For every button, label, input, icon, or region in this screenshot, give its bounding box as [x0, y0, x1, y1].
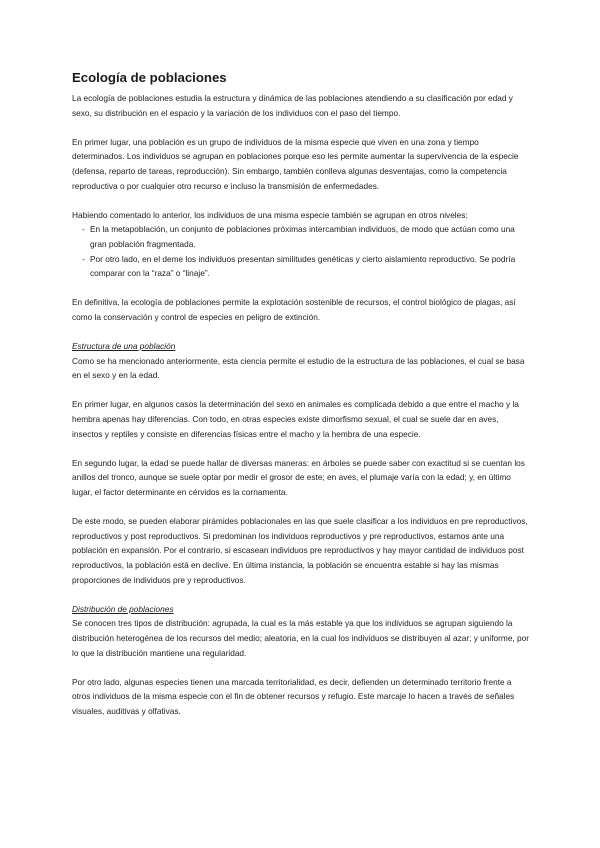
structure-paragraph-3: En segundo lugar, la edad se puede hallar de diversas maneras: en árboles se puede saber con exactitud si se cuentan los anillos del tronco, aunque se suele optar por medir el grosor de este; en aves, el plumaje varía con la edad; y, en último lugar, el factor determinante en cérvidos es la cornamenta. — [72, 457, 525, 498]
paragraph-gap — [72, 120, 530, 135]
distribution-paragraph-2: Por otro lado, algunas especies tienen una marcada territorialidad, es decir, defienden un determinado territorio frente a otros individuos de la misma especie con el fin de obtener recursos y refugio. Este marcaje lo hacen a través de señales visuales, auditivas y olfativas. — [72, 676, 515, 716]
list-item-text: En la metapoblación, un conjunto de poblaciones próximas intercambian individuos, de modo que actúan como una gran población fragmentada. — [90, 224, 515, 249]
section-heading-distribution: Distribución de poblaciones — [72, 603, 174, 614]
paragraph-gap — [72, 587, 530, 602]
intro-paragraph: La ecología de poblaciones estudia la estructura y dinámica de las poblaciones atendiendo a su clasificación por edad y sexo, su distribución en el espacio y la variación de los individuos con el paso del tiempo. — [72, 93, 513, 118]
list-item-text: Por otro lado, en el deme los individuos presentan similitudes genéticas y cierto aislamiento reproductivo. Se podría comparar con la “raza” o “linaje”. — [90, 253, 516, 279]
paragraph-gap — [72, 383, 530, 398]
paragraph-gap — [72, 325, 530, 340]
structure-paragraph-4: De este modo, se pueden elaborar pirámides poblacionales en las que suele clasificar a los individuos en pre reproductivos, reproductivos y post reproductivos. Si predominan los individuos reproductivos y pre reproductivos, estamos ante una población en expansión. Por el contrario, si escasean individuos pre reproductivos y hay mayor cantidad de individuos post reproductivos, la población está en declive. En última instancia, la población se encuentra estable si hay las mismas proporciones de individuos pre y reproductivos. — [72, 516, 528, 585]
levels-list — [72, 222, 530, 280]
population-definition-paragraph: En primer lugar, una población es un grupo de individuos de la misma especie que viven en una zona y tiempo determinados. Los individuos se agrupan en poblaciones porque eso les permite aumentar la supervivencia de la especie (defensa, reparto de tareas, reproducción). Sin embargo, también conlleva algunas desventajas, como la competencia reproductiva o por cualquier otro recurso e incluso la transmisión de enfermedades. — [72, 136, 519, 191]
paragraph-gap — [72, 441, 530, 456]
paragraph-gap — [72, 281, 530, 296]
structure-paragraph-1: Como se ha mencionado anteriormente, esta ciencia permite el estudio de la estructura de las poblaciones, el cual se basa en el sexo y en la edad. — [72, 355, 525, 381]
list-item — [82, 252, 530, 281]
paragraph-gap — [72, 660, 530, 675]
paragraph-gap — [72, 500, 530, 515]
conclusion-paragraph: En definitiva, la ecología de poblaciones permite la explotación sostenible de recursos, el control biológico de plagas, así como la conservación y control de especies en peligro de extinción. — [72, 297, 516, 322]
distribution-paragraph-1: Se conocen tres tipos de distribución: agrupada, la cual es la más estable ya que los individuos se agrupan siguiendo la distribución heterogénea de los recursos del medio; aleatoria, en la cual los individuos se distribuyen al azar; y uniforme, por lo que la distribución mantiene una regularidad. — [72, 618, 530, 658]
list-dash: - — [82, 253, 85, 264]
structure-paragraph-2: En primer lugar, en algunos casos la determinación del sexo en animales es complicada debido a que entre el macho y la hembra apenas hay diferencias. Con todo, en otras especies existe dimorfismo sexual, el cual se suele dar en aves, insectos y reptiles y consiste en diferencias físicas entre el macho y la hembra de una especie. — [72, 399, 519, 439]
document-title: Ecología de poblaciones — [72, 70, 227, 85]
section-heading-structure: Estructura de una población — [72, 341, 176, 352]
paragraph-gap — [72, 193, 530, 208]
list-dash: - — [82, 224, 85, 235]
levels-intro-paragraph: Habiendo comentado lo anterior, los individuos de una misma especie también se agrupan en otros niveles: — [72, 209, 468, 220]
list-item — [82, 222, 530, 251]
